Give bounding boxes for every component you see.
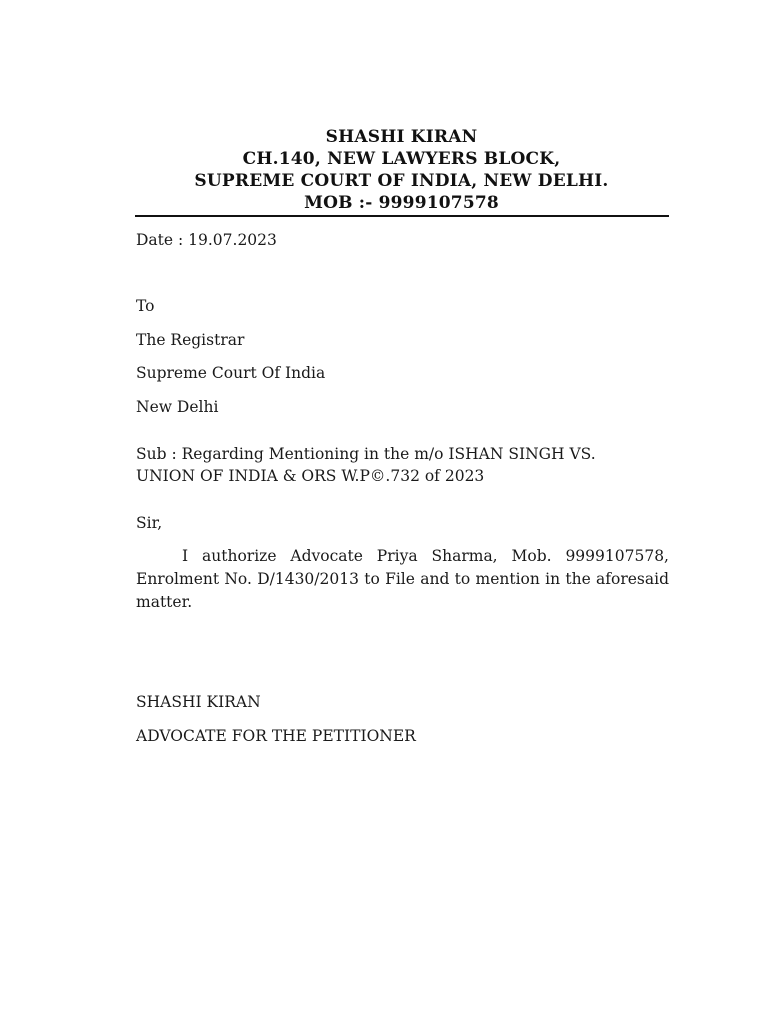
- signatory-title: ADVOCATE FOR THE PETITIONER: [136, 727, 416, 745]
- letterhead-mobile: MOB :- 9999107578: [304, 193, 499, 213]
- letter-to: To: [136, 297, 155, 315]
- recipient-city: New Delhi: [136, 398, 219, 416]
- letter-subject: [136, 443, 669, 487]
- signatory-name: SHASHI KIRAN: [136, 693, 261, 711]
- letterhead: [135, 126, 668, 214]
- letterhead-divider: [135, 215, 669, 217]
- recipient-title: The Registrar: [136, 331, 245, 349]
- subject-line-2: UNION OF INDIA & ORS W.P©.732 of 2023: [136, 467, 485, 485]
- letterhead-address-line-2: SUPREME COURT OF INDIA, NEW DELHI.: [194, 171, 609, 191]
- letterhead-address-line-1: CH.140, NEW LAWYERS BLOCK,: [242, 149, 561, 169]
- recipient-organization: Supreme Court Of India: [136, 364, 326, 382]
- salutation: Sir,: [136, 514, 163, 532]
- letter-body: I authorize Advocate Priya Sharma, Mob. 9999107578, Enrolment No. D/1430/2013 to File and to mention in the aforesaid matter.: [136, 547, 669, 611]
- subject-line-1: Sub : Regarding Mentioning in the m/o ISHAN SINGH VS.: [136, 445, 596, 463]
- letterhead-name: SHASHI KIRAN: [325, 127, 478, 147]
- letter-date: Date : 19.07.2023: [136, 231, 277, 249]
